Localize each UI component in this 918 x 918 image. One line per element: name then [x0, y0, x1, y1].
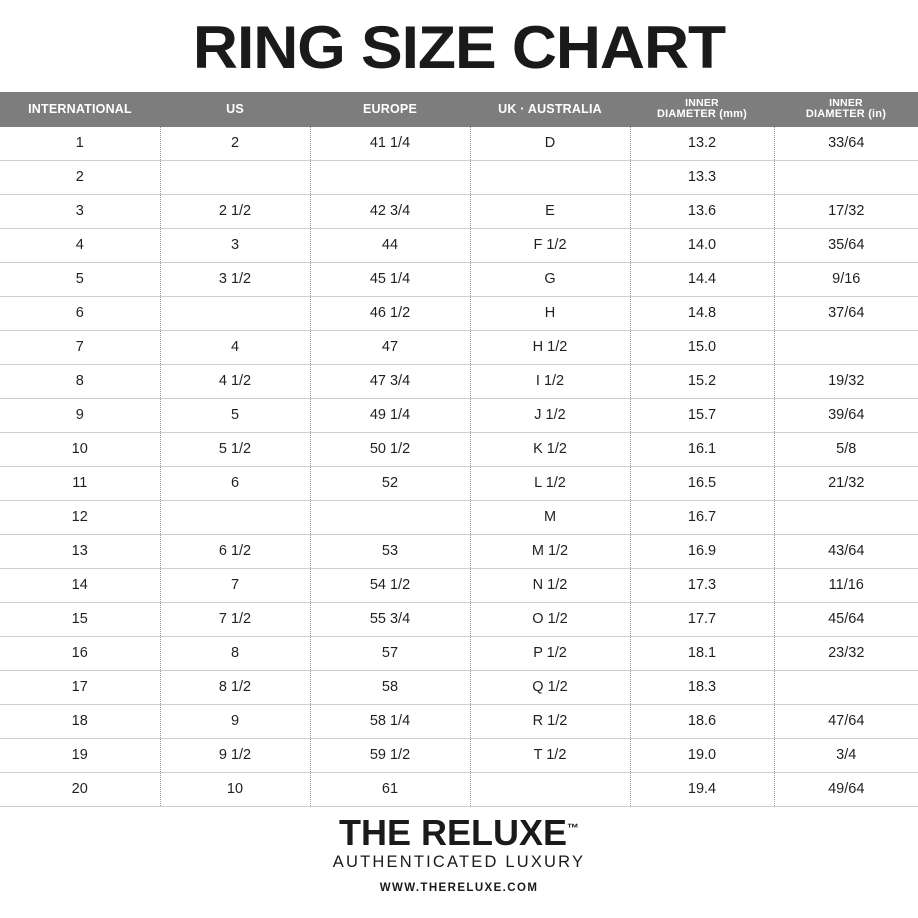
- cell-europe: 47: [310, 330, 470, 364]
- table-row: [0, 228, 918, 262]
- cell-us: [160, 500, 310, 534]
- cell-us: 4 1/2: [160, 364, 310, 398]
- cell-europe: [310, 160, 470, 194]
- table-row: [0, 500, 918, 534]
- cell-international: 3: [0, 194, 160, 228]
- table-row: [0, 194, 918, 228]
- cell-inner-diameter-mm: 13.2: [630, 127, 774, 161]
- cell-inner-diameter-mm: 16.7: [630, 500, 774, 534]
- cell-uk-australia: J 1/2: [470, 398, 630, 432]
- table-row: [0, 568, 918, 602]
- table-row: [0, 364, 918, 398]
- table-header-row: [0, 92, 918, 127]
- cell-inner-diameter-in: 5/8: [774, 432, 918, 466]
- cell-us: 10: [160, 772, 310, 806]
- cell-uk-australia: L 1/2: [470, 466, 630, 500]
- cell-europe: 42 3/4: [310, 194, 470, 228]
- column-header-inner-diameter-mm: [630, 92, 774, 127]
- cell-europe: 44: [310, 228, 470, 262]
- cell-inner-diameter-mm: 18.1: [630, 636, 774, 670]
- cell-uk-australia: O 1/2: [470, 602, 630, 636]
- cell-inner-diameter-in: 3/4: [774, 738, 918, 772]
- cell-uk-australia: Q 1/2: [470, 670, 630, 704]
- cell-europe: 55 3/4: [310, 602, 470, 636]
- cell-uk-australia: K 1/2: [470, 432, 630, 466]
- table-row: [0, 262, 918, 296]
- cell-inner-diameter-in: 37/64: [774, 296, 918, 330]
- cell-us: [160, 296, 310, 330]
- cell-international: 18: [0, 704, 160, 738]
- cell-inner-diameter-mm: 17.3: [630, 568, 774, 602]
- table-row: [0, 398, 918, 432]
- cell-inner-diameter-mm: 14.8: [630, 296, 774, 330]
- cell-uk-australia: T 1/2: [470, 738, 630, 772]
- cell-us: 7 1/2: [160, 602, 310, 636]
- cell-inner-diameter-mm: 16.5: [630, 466, 774, 500]
- footer: [0, 811, 918, 894]
- cell-us: 4: [160, 330, 310, 364]
- cell-uk-australia: H 1/2: [470, 330, 630, 364]
- table-row: [0, 704, 918, 738]
- cell-inner-diameter-in: 33/64: [774, 127, 918, 161]
- cell-inner-diameter-in: 21/32: [774, 466, 918, 500]
- cell-us: 5: [160, 398, 310, 432]
- cell-uk-australia: P 1/2: [470, 636, 630, 670]
- ring-size-table: [0, 92, 918, 807]
- table-row: [0, 636, 918, 670]
- cell-europe: 45 1/4: [310, 262, 470, 296]
- cell-inner-diameter-mm: 15.7: [630, 398, 774, 432]
- cell-uk-australia: [470, 772, 630, 806]
- cell-inner-diameter-mm: 14.0: [630, 228, 774, 262]
- column-header-inner-diameter-in-sub: DIAMETER (in): [805, 108, 887, 121]
- cell-inner-diameter-mm: 13.3: [630, 160, 774, 194]
- cell-international: 19: [0, 738, 160, 772]
- cell-inner-diameter-mm: 16.1: [630, 432, 774, 466]
- cell-us: 9: [160, 704, 310, 738]
- cell-us: 7: [160, 568, 310, 602]
- cell-international: 13: [0, 534, 160, 568]
- cell-international: 4: [0, 228, 160, 262]
- cell-inner-diameter-in: [774, 670, 918, 704]
- cell-international: 12: [0, 500, 160, 534]
- cell-inner-diameter-in: 43/64: [774, 534, 918, 568]
- table-row: [0, 466, 918, 500]
- cell-inner-diameter-mm: 14.4: [630, 262, 774, 296]
- column-header-us: [160, 92, 310, 127]
- cell-international: 1: [0, 127, 160, 161]
- cell-international: 7: [0, 330, 160, 364]
- cell-inner-diameter-in: 45/64: [774, 602, 918, 636]
- cell-us: [160, 160, 310, 194]
- cell-us: 3 1/2: [160, 262, 310, 296]
- cell-uk-australia: H: [470, 296, 630, 330]
- column-header-europe: [310, 92, 470, 127]
- cell-inner-diameter-mm: 15.2: [630, 364, 774, 398]
- cell-inner-diameter-mm: 18.6: [630, 704, 774, 738]
- cell-international: 8: [0, 364, 160, 398]
- cell-uk-australia: N 1/2: [470, 568, 630, 602]
- cell-us: 8: [160, 636, 310, 670]
- column-header-uk-australia-label: UK · AUSTRALIA: [498, 101, 602, 116]
- cell-europe: 57: [310, 636, 470, 670]
- cell-uk-australia: D: [470, 127, 630, 161]
- cell-us: 8 1/2: [160, 670, 310, 704]
- cell-europe: 49 1/4: [310, 398, 470, 432]
- cell-europe: 41 1/4: [310, 127, 470, 161]
- cell-europe: 58: [310, 670, 470, 704]
- cell-international: 2: [0, 160, 160, 194]
- cell-europe: 58 1/4: [310, 704, 470, 738]
- cell-international: 9: [0, 398, 160, 432]
- table-row: [0, 432, 918, 466]
- cell-us: 5 1/2: [160, 432, 310, 466]
- cell-uk-australia: R 1/2: [470, 704, 630, 738]
- column-header-inner-diameter-mm-label: INNER: [685, 97, 719, 109]
- column-header-inner-diameter-in: [774, 92, 918, 127]
- cell-europe: 53: [310, 534, 470, 568]
- table-row: [0, 670, 918, 704]
- trademark-symbol: ™: [567, 820, 580, 835]
- cell-us: 3: [160, 228, 310, 262]
- table-row: [0, 738, 918, 772]
- cell-europe: 59 1/2: [310, 738, 470, 772]
- cell-international: 17: [0, 670, 160, 704]
- table-row: [0, 534, 918, 568]
- cell-inner-diameter-mm: 18.3: [630, 670, 774, 704]
- cell-us: 6: [160, 466, 310, 500]
- cell-us: 2: [160, 127, 310, 161]
- cell-international: 20: [0, 772, 160, 806]
- cell-international: 10: [0, 432, 160, 466]
- cell-international: 15: [0, 602, 160, 636]
- cell-inner-diameter-in: [774, 330, 918, 364]
- cell-uk-australia: [470, 160, 630, 194]
- cell-inner-diameter-mm: 17.7: [630, 602, 774, 636]
- cell-inner-diameter-in: 9/16: [774, 262, 918, 296]
- cell-uk-australia: F 1/2: [470, 228, 630, 262]
- cell-inner-diameter-in: [774, 500, 918, 534]
- table-row: [0, 330, 918, 364]
- table-body: [0, 127, 918, 807]
- table-row: [0, 160, 918, 194]
- cell-international: 5: [0, 262, 160, 296]
- brand-name-text: THE RELUXE: [338, 811, 568, 853]
- cell-europe: 47 3/4: [310, 364, 470, 398]
- column-header-international: [0, 92, 160, 127]
- column-header-inner-diameter-in-label: INNER: [829, 97, 863, 109]
- cell-inner-diameter-in: 35/64: [774, 228, 918, 262]
- cell-inner-diameter-in: 49/64: [774, 772, 918, 806]
- cell-international: 14: [0, 568, 160, 602]
- cell-us: 6 1/2: [160, 534, 310, 568]
- cell-inner-diameter-mm: 15.0: [630, 330, 774, 364]
- brand-website: WWW.THERELUXE.COM: [379, 881, 539, 894]
- page-title: RING SIZE CHART: [192, 14, 726, 81]
- cell-europe: 54 1/2: [310, 568, 470, 602]
- cell-inner-diameter-in: [774, 160, 918, 194]
- cell-inner-diameter-mm: 13.6: [630, 194, 774, 228]
- table-row: [0, 127, 918, 161]
- column-header-us-label: US: [226, 101, 244, 116]
- cell-inner-diameter-in: 23/32: [774, 636, 918, 670]
- cell-uk-australia: E: [470, 194, 630, 228]
- cell-inner-diameter-in: 19/32: [774, 364, 918, 398]
- cell-inner-diameter-mm: 16.9: [630, 534, 774, 568]
- cell-inner-diameter-in: 11/16: [774, 568, 918, 602]
- column-header-inner-diameter-mm-sub: DIAMETER (mm): [657, 108, 747, 121]
- cell-europe: 46 1/2: [310, 296, 470, 330]
- table-row: [0, 602, 918, 636]
- cell-uk-australia: M: [470, 500, 630, 534]
- cell-europe: 61: [310, 772, 470, 806]
- cell-us: 9 1/2: [160, 738, 310, 772]
- table-header: [0, 92, 918, 127]
- cell-uk-australia: M 1/2: [470, 534, 630, 568]
- cell-inner-diameter-mm: 19.0: [630, 738, 774, 772]
- brand-name: [338, 811, 580, 853]
- cell-international: 16: [0, 636, 160, 670]
- table-row: [0, 296, 918, 330]
- brand-tagline: AUTHENTICATED LUXURY: [332, 852, 586, 871]
- cell-international: 6: [0, 296, 160, 330]
- cell-uk-australia: I 1/2: [470, 364, 630, 398]
- cell-international: 11: [0, 466, 160, 500]
- cell-inner-diameter-in: 17/32: [774, 194, 918, 228]
- cell-inner-diameter-in: 39/64: [774, 398, 918, 432]
- column-header-international-label: INTERNATIONAL: [28, 101, 132, 116]
- cell-inner-diameter-in: 47/64: [774, 704, 918, 738]
- cell-europe: [310, 500, 470, 534]
- cell-inner-diameter-mm: 19.4: [630, 772, 774, 806]
- column-header-europe-label: EUROPE: [363, 101, 417, 116]
- cell-europe: 50 1/2: [310, 432, 470, 466]
- cell-uk-australia: G: [470, 262, 630, 296]
- column-header-uk-australia: [470, 92, 630, 127]
- cell-us: 2 1/2: [160, 194, 310, 228]
- table-row: [0, 772, 918, 806]
- cell-europe: 52: [310, 466, 470, 500]
